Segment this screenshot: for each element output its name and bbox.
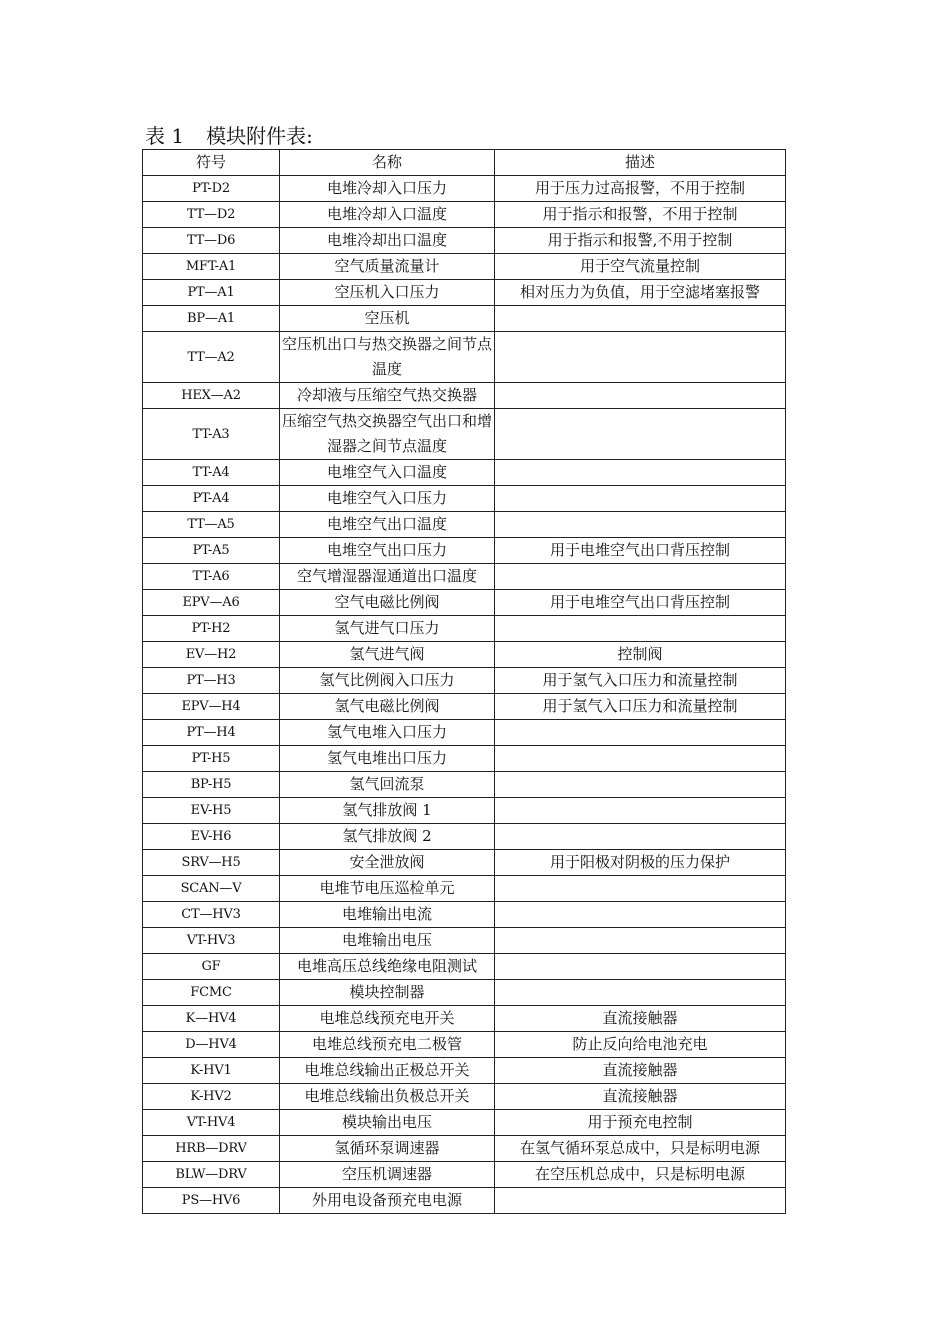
symbol-cell: TT—A2 [143,332,280,383]
symbol-cell: PT—H4 [143,720,280,746]
description-cell [495,1188,786,1214]
symbol-cell: EV—H2 [143,642,280,668]
header-name: 名称 [280,150,495,176]
table-row [143,590,786,616]
description-cell [495,902,786,928]
table-row [143,254,786,280]
symbol-cell: BP-H5 [143,772,280,798]
table-row [143,616,786,642]
symbol-cell: HEX—A2 [143,383,280,409]
name-cell: 空气质量流量计 [280,254,495,280]
symbol-cell: PS—HV6 [143,1188,280,1214]
table-header-row [143,150,786,176]
symbol-cell: CT—HV3 [143,902,280,928]
name-cell: 压缩空气热交换器空气出口和增湿器之间节点温度 [280,409,495,460]
table-row [143,954,786,980]
module-accessory-table [142,149,786,1214]
table-row [143,824,786,850]
table-row [143,642,786,668]
symbol-cell: K-HV2 [143,1084,280,1110]
symbol-cell: TT-A3 [143,409,280,460]
description-cell: 用于电堆空气出口背压控制 [495,590,786,616]
description-cell: 直流接触器 [495,1058,786,1084]
description-cell [495,876,786,902]
name-cell: 空压机入口压力 [280,280,495,306]
name-cell: 空气增湿器湿通道出口温度 [280,564,495,590]
description-cell: 在空压机总成中，只是标明电源 [495,1162,786,1188]
name-cell: 氢循环泵调速器 [280,1136,495,1162]
name-cell: 外用电设备预充电电源 [280,1188,495,1214]
symbol-cell: BP—A1 [143,306,280,332]
name-cell: 安全泄放阀 [280,850,495,876]
name-cell: 氢气电堆入口压力 [280,720,495,746]
description-cell [495,928,786,954]
description-cell: 用于压力过高报警，不用于控制 [495,176,786,202]
table-row [143,902,786,928]
table-row [143,746,786,772]
description-cell [495,616,786,642]
description-cell [495,746,786,772]
table-row [143,1032,786,1058]
name-cell: 氢气进气口压力 [280,616,495,642]
name-cell: 电堆总线输出正极总开关 [280,1058,495,1084]
symbol-cell: PT-A5 [143,538,280,564]
name-cell: 电堆空气入口压力 [280,486,495,512]
description-cell [495,772,786,798]
symbol-cell: EPV—H4 [143,694,280,720]
symbol-cell: SCAN—V [143,876,280,902]
description-cell: 直流接触器 [495,1006,786,1032]
table-row [143,850,786,876]
symbol-cell: FCMC [143,980,280,1006]
description-cell: 用于电堆空气出口背压控制 [495,538,786,564]
table-title: 模块附件表: [206,124,313,148]
table-row [143,876,786,902]
description-cell [495,954,786,980]
name-cell: 电堆总线输出负极总开关 [280,1084,495,1110]
header-symbol: 符号 [143,150,280,176]
name-cell: 氢气电磁比例阀 [280,694,495,720]
name-cell: 电堆冷却入口温度 [280,202,495,228]
name-cell: 模块控制器 [280,980,495,1006]
symbol-cell: TT—D2 [143,202,280,228]
table-row [143,1084,786,1110]
name-cell: 电堆输出电压 [280,928,495,954]
description-cell [495,409,786,460]
symbol-cell: SRV—H5 [143,850,280,876]
table-number: 表 1 [145,124,185,148]
table-row [143,928,786,954]
name-cell: 氢气排放阀 1 [280,798,495,824]
table-row [143,668,786,694]
description-cell [495,486,786,512]
table-row [143,1110,786,1136]
table-row [143,202,786,228]
description-cell: 用于指示和报警，不用于控制 [495,202,786,228]
name-cell: 空气电磁比例阀 [280,590,495,616]
symbol-cell: PT-D2 [143,176,280,202]
symbol-cell: EPV—A6 [143,590,280,616]
description-cell: 控制阀 [495,642,786,668]
description-cell [495,798,786,824]
table-row [143,1162,786,1188]
symbol-cell: BLW—DRV [143,1162,280,1188]
name-cell: 电堆高压总线绝缘电阻测试 [280,954,495,980]
table-row [143,980,786,1006]
symbol-cell: HRB—DRV [143,1136,280,1162]
description-cell [495,564,786,590]
table-row [143,798,786,824]
table-row [143,694,786,720]
symbol-cell: PT-H2 [143,616,280,642]
description-cell [495,383,786,409]
name-cell: 氢气排放阀 2 [280,824,495,850]
table-caption [145,123,313,149]
table-row [143,538,786,564]
table-row [143,486,786,512]
table-body [143,176,786,1214]
description-cell: 用于指示和报警,不用于控制 [495,228,786,254]
header-description: 描述 [495,150,786,176]
description-cell: 用于空气流量控制 [495,254,786,280]
description-cell [495,460,786,486]
description-cell: 用于氢气入口压力和流量控制 [495,694,786,720]
symbol-cell: TT-A4 [143,460,280,486]
symbol-cell: K-HV1 [143,1058,280,1084]
symbol-cell: VT-HV4 [143,1110,280,1136]
table-row [143,772,786,798]
table-row [143,228,786,254]
name-cell: 氢气回流泵 [280,772,495,798]
name-cell: 电堆总线预充电二极管 [280,1032,495,1058]
table-row [143,1188,786,1214]
symbol-cell: VT-HV3 [143,928,280,954]
name-cell: 电堆空气出口温度 [280,512,495,538]
table-row [143,1006,786,1032]
description-cell: 用于预充电控制 [495,1110,786,1136]
symbol-cell: TT-A6 [143,564,280,590]
description-cell: 用于氢气入口压力和流量控制 [495,668,786,694]
name-cell: 电堆空气出口压力 [280,538,495,564]
table-row [143,1058,786,1084]
name-cell: 电堆总线预充电开关 [280,1006,495,1032]
name-cell: 氢气进气阀 [280,642,495,668]
table-row [143,176,786,202]
symbol-cell: K—HV4 [143,1006,280,1032]
description-cell: 在氢气循环泵总成中，只是标明电源 [495,1136,786,1162]
symbol-cell: EV-H5 [143,798,280,824]
description-cell [495,306,786,332]
table-row [143,332,786,383]
name-cell: 电堆节电压巡检单元 [280,876,495,902]
symbol-cell: PT—A1 [143,280,280,306]
table-row [143,512,786,538]
table-row [143,460,786,486]
symbol-cell: PT-A4 [143,486,280,512]
table-row [143,280,786,306]
name-cell: 电堆输出电流 [280,902,495,928]
name-cell: 空压机 [280,306,495,332]
description-cell [495,720,786,746]
name-cell: 氢气电堆出口压力 [280,746,495,772]
table-row [143,409,786,460]
name-cell: 模块输出电压 [280,1110,495,1136]
symbol-cell: EV-H6 [143,824,280,850]
name-cell: 电堆冷却出口温度 [280,228,495,254]
name-cell: 冷却液与压缩空气热交换器 [280,383,495,409]
table-row [143,720,786,746]
description-cell [495,332,786,383]
name-cell: 空压机调速器 [280,1162,495,1188]
symbol-cell: D—HV4 [143,1032,280,1058]
name-cell: 电堆冷却入口压力 [280,176,495,202]
description-cell [495,824,786,850]
symbol-cell: GF [143,954,280,980]
description-cell [495,980,786,1006]
description-cell: 相对压力为负值，用于空滤堵塞报警 [495,280,786,306]
symbol-cell: TT—A5 [143,512,280,538]
symbol-cell: PT-H5 [143,746,280,772]
name-cell: 空压机出口与热交换器之间节点温度 [280,332,495,383]
table-row [143,383,786,409]
table-row [143,564,786,590]
table-row [143,306,786,332]
description-cell: 用于阳极对阴极的压力保护 [495,850,786,876]
symbol-cell: PT—H3 [143,668,280,694]
name-cell: 电堆空气入口温度 [280,460,495,486]
table-row [143,1136,786,1162]
symbol-cell: MFT-A1 [143,254,280,280]
symbol-cell: TT—D6 [143,228,280,254]
description-cell [495,512,786,538]
description-cell: 直流接触器 [495,1084,786,1110]
description-cell: 防止反向给电池充电 [495,1032,786,1058]
name-cell: 氢气比例阀入口压力 [280,668,495,694]
